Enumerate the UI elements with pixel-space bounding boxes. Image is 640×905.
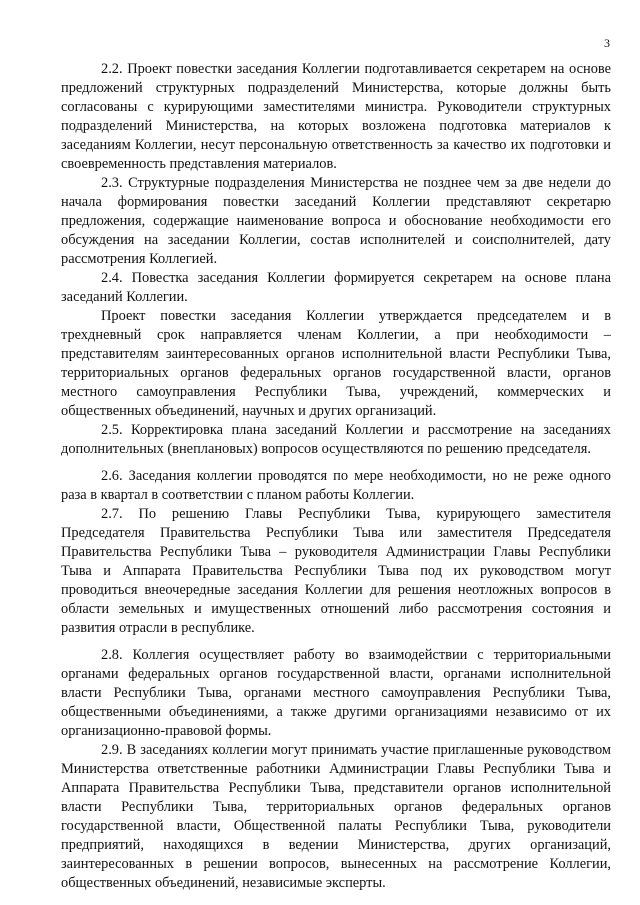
paragraph-2-9: 2.9. В заседаниях коллегии могут принимать участие приглашенные руководством Министерства ответственные работники Администрации Главы Республики Тыва и Аппарата Правительства Республики Тыва, представители органов исполнительной власти Республики Тыва, территориальных органов федеральных органов государственной власти, Общественной палаты Республики Тыва, руководители предприятий, находящихся в ведении Министерства, других организаций, заинтересованных в решении вопросов, вынесенных на рассмотрение Коллегии, общественных объединений, независимые эксперты.	[61, 742, 611, 891]
paragraph-agenda-approval: Проект повестки заседания Коллегии утверждается председателем и в трехдневный срок направляется членам Коллегии, а при необходимости – представителям заинтересованных органов исполнительной власти Республики Тыва, территориальных органов федеральных органов государственной власти, органов местного самоуправления Республики Тыва, учреждений, коммерческих и общественных объединений, научных и других организаций.	[61, 308, 611, 419]
paragraph-2-5: 2.5. Корректировка плана заседаний Коллегии и рассмотрение на заседаниях дополнительных (внеплановых) вопросов осуществляются по решению председателя.	[61, 422, 611, 457]
paragraph-2-3: 2.3. Структурные подразделения Министерства не позднее чем за две недели до начала формирования повестки заседаний Коллегии представляют секретарю предложения, содержащие наименование вопроса и обоснование необходимости его обсуждения на заседании Коллегии, состав исполнителей и соисполнителей, дату рассмотрения Коллегией.	[61, 175, 611, 267]
paragraph-2-7: 2.7. По решению Главы Республики Тыва, курирующего заместителя Председателя Правительства Республики Тыва или заместителя Председателя Правительства Республики Тыва – руководителя Администрации Главы Республики Тыва и Аппарата Правительства Республики Тыва под их руководством могут проводиться внеочередные заседания Коллегии для решения неотложных вопросов в области земельных и имущественных отношений либо рассмотрения состояния и развития отрасли в республике.	[61, 506, 611, 636]
paragraph-2-2: 2.2. Проект повестки заседания Коллегии подготавливается секретарем на основе предложений структурных подразделений Министерства, которые должны быть согласованы с курирующими заместителями министра. Руководители структурных подразделений Министерства, на которых возложена подготовка материалов к заседаниям Коллегии, несут персональную ответственность за качество их подготовки и своевременность представления материалов.	[61, 61, 611, 172]
page-number: 3	[604, 36, 610, 50]
paragraph-2-8: 2.8. Коллегия осуществляет работу во взаимодействии с территориальными органами федеральных органов государственной власти, органами исполнительной власти Республики Тыва, органами местного самоуправления Республики Тыва, общественными объединениями, а также другими организациями независимо от их организационно-правовой формы.	[61, 647, 611, 739]
paragraph-2-6: 2.6. Заседания коллегии проводятся по мере необходимости, но не реже одного раза в квартал в соответствии с планом работы Коллегии.	[61, 468, 611, 503]
paragraph-2-4: 2.4. Повестка заседания Коллегии формируется секретарем на основе плана заседаний Коллегии.	[61, 270, 611, 305]
document-body	[61, 60, 611, 893]
